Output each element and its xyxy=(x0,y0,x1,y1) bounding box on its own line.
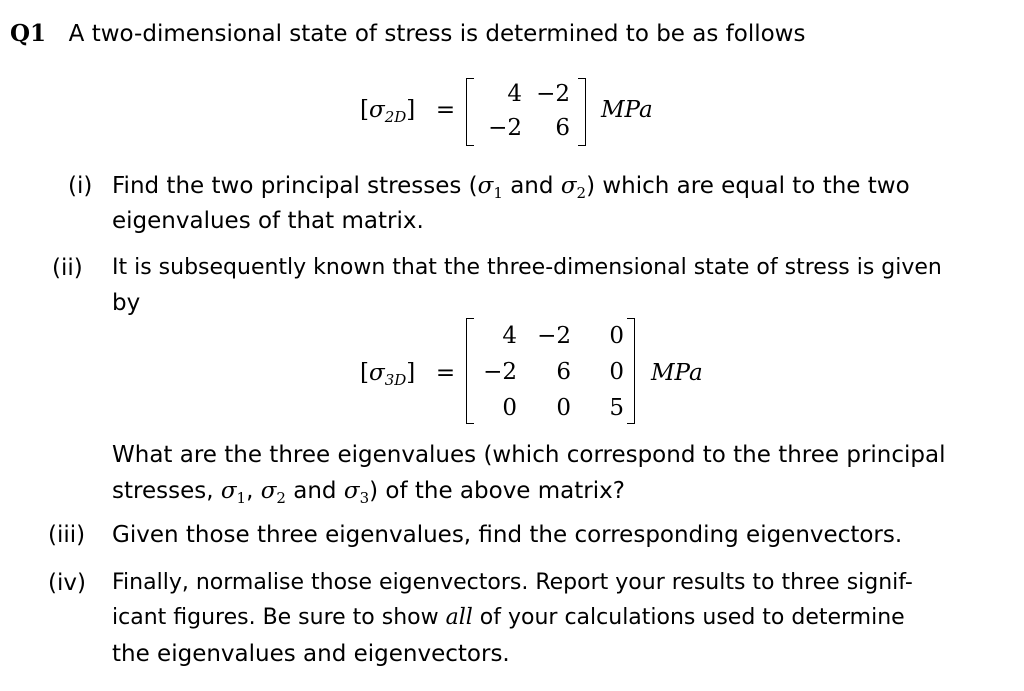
matrix-3d-cell: −2 xyxy=(483,359,517,385)
question-intro: A two-dimensional state of stress is determined to be as follows xyxy=(68,21,806,47)
part-i-label: (i) xyxy=(68,173,93,199)
part-iv-line3: the eigenvalues and eigenvectors. xyxy=(112,641,510,667)
unit-2d: MPa xyxy=(601,97,653,123)
part-ii-line1: It is subsequently known that the three-dimensional state of stress is given xyxy=(112,255,942,280)
matrix-3d-cell: 0 xyxy=(609,323,624,349)
part-ii-followup-line1: What are the three eigenvalues (which correspond to the three principal xyxy=(112,442,946,468)
part-ii-followup-line2: stresses, $\sigma_1$, $\sigma_2$ and $\sigma_3$) of the above matrix? xyxy=(112,478,625,507)
matrix-3d-right-bracket xyxy=(627,318,635,424)
part-iii-label: (iii) xyxy=(48,522,86,548)
matrix-3d-cell: 0 xyxy=(502,395,517,421)
matrix-2d-left-bracket xyxy=(466,78,474,146)
part-iv-label: (iv) xyxy=(48,570,86,596)
part-iv-line2: icant figures. Be sure to show all of your calculations used to determine xyxy=(112,605,905,630)
question-header xyxy=(10,20,805,48)
matrix-3d-cell: 0 xyxy=(556,395,571,421)
matrix-2d-cell: −2 xyxy=(536,81,570,107)
matrix-3d-cell: 6 xyxy=(556,359,571,385)
matrix-2d-right-bracket xyxy=(578,78,586,146)
part-ii-label: (ii) xyxy=(52,255,83,281)
matrix-3d-cell: −2 xyxy=(537,323,571,349)
equation-2d-lhs: $[\sigma_{2D}]$ = xyxy=(360,97,456,126)
equation-3d-lhs: $[\sigma_{3D}]$ = xyxy=(360,360,456,389)
question-number: Q1 xyxy=(10,20,47,47)
part-i-line1: Find the two principal stresses ($\sigma_1$ and $\sigma_2$) which are equal to the two xyxy=(112,173,910,202)
matrix-3d-left-bracket xyxy=(466,318,474,424)
part-iv-line1: Finally, normalise those eigenvectors. Report your results to three signif- xyxy=(112,570,913,595)
matrix-2d-cell: 6 xyxy=(555,115,570,141)
part-i-line2: eigenvalues of that matrix. xyxy=(112,208,424,234)
matrix-3d-cell: 5 xyxy=(609,395,624,421)
unit-3d: MPa xyxy=(651,360,703,386)
matrix-3d-cell: 0 xyxy=(609,359,624,385)
matrix-2d-cell: 4 xyxy=(507,81,522,107)
matrix-3d-cell: 4 xyxy=(502,323,517,349)
part-ii-line2: by xyxy=(112,290,141,316)
part-iii-line1: Given those three eigenvalues, find the corresponding eigenvectors. xyxy=(112,522,903,548)
matrix-2d-cell: −2 xyxy=(488,115,522,141)
